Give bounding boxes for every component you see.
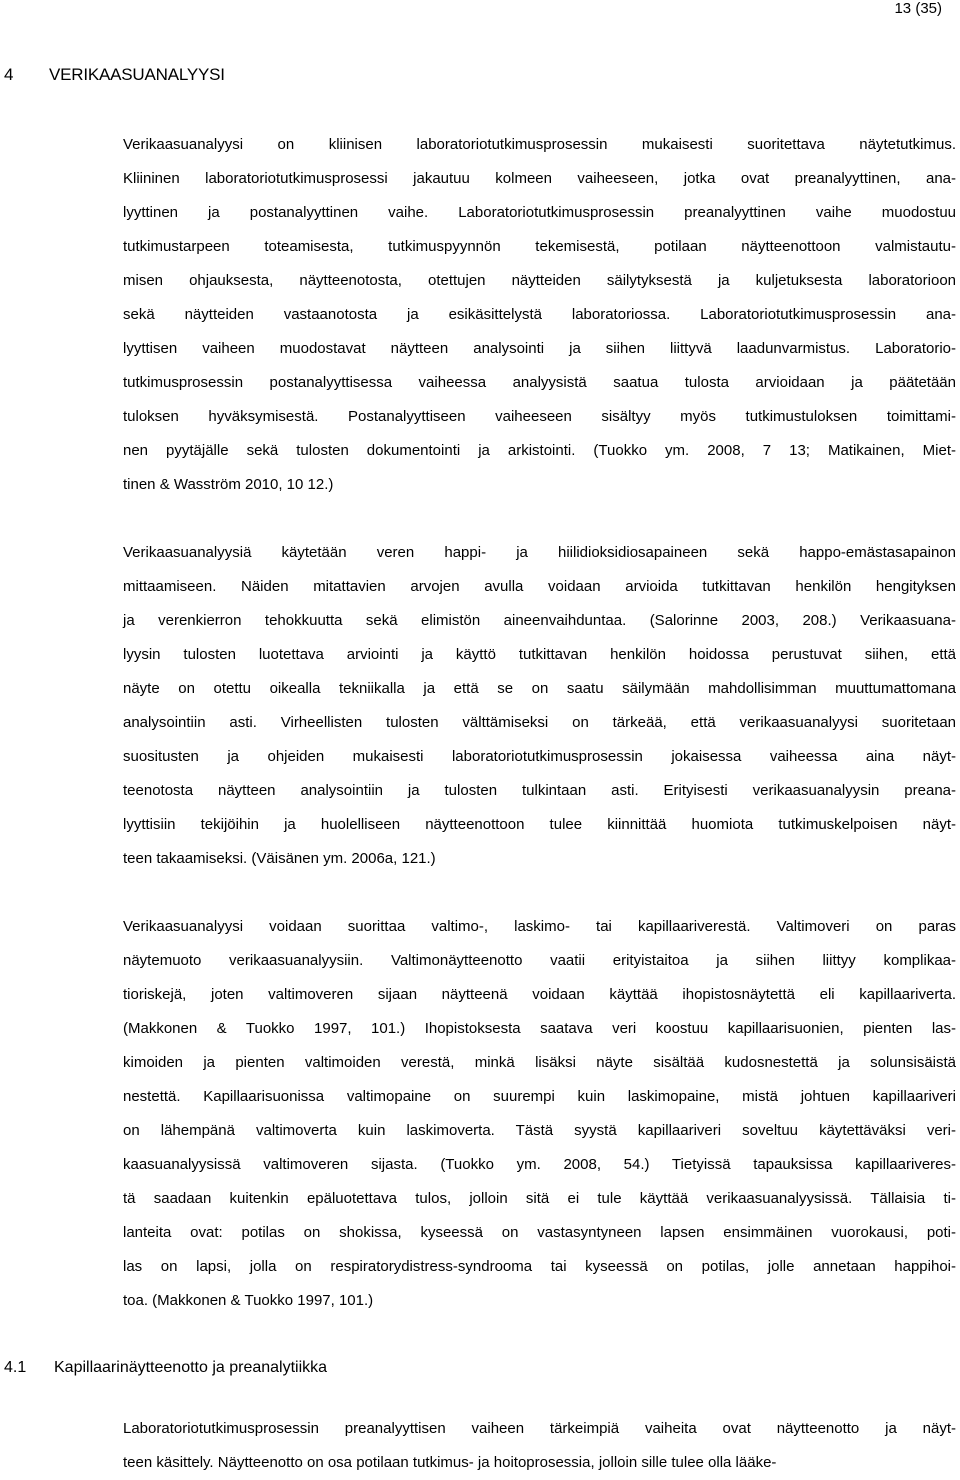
text-line: teen käsittely. Näytteenotto on osa potilaan tutkimus- ja hoitoprosessia, jolloin sille tulee olla lääke- — [123, 1454, 777, 1471]
text-line: on lähempänä valtimoverta kuin laskimoverta. Tästä syystä kapillaariveri soveltuu käytettäväksi veri- — [123, 1122, 956, 1139]
text-line: Verikaasuanalyysi on kliinisen laboratoriotutkimusprosessin mukaisesti suoritettava näytetutkimus. — [123, 136, 956, 153]
text-line: Kliininen laboratoriotutkimusprosessi jakautuu kolmeen vaiheeseen, jotka ovat preanalyyttinen, ana- — [123, 170, 956, 187]
paragraph-2 — [123, 536, 956, 876]
text-line: lyyttisiin tekijöihin ja huolelliseen näytteenottoon tulee kiinnittää huomiota tutkimuskelpoisen näyt- — [123, 816, 956, 833]
text-line: Laboratoriotutkimusprosessin preanalyyttisen vaiheen tärkeimpiä vaiheita ovat näytteenotto ja näyt- — [123, 1420, 956, 1437]
section-number: 4 — [4, 65, 14, 84]
text-line: tioriskejä, joten valtimoveren sijaan näytteenä voidaan käyttää ihopistosnäytettä eli kapillaariverta. — [123, 986, 956, 1003]
page-number: 13 (35) — [894, 0, 942, 17]
section-title: VERIKAASUANALYYSI — [49, 65, 225, 84]
section-heading — [4, 64, 225, 86]
text-line: nen pyytäjälle sekä tulosten dokumentointi ja arkistointi. (Tuokko ym. 2008, 7 13; Matikainen, Miet- — [123, 442, 956, 459]
text-line: näytemuoto verikaasuanalyysiin. Valtimonäytteenotto vaatii erityistaitoa ja siihen liittyy komplikaa- — [123, 952, 956, 969]
subsection-number: 4.1 — [4, 1359, 27, 1376]
text-line: lyysin tulosten luotettava arviointi ja käyttö tutkittavan henkilön hoidossa perustuvat siihen, että — [123, 646, 956, 663]
paragraph-4 — [123, 1412, 956, 1480]
text-line: toa. (Makkonen & Tuokko 1997, 101.) — [123, 1292, 374, 1309]
text-line: tuloksen hyväksymisestä. Postanalyyttiseen vaiheeseen sisältyy myös tutkimustuloksen toimittami- — [123, 408, 956, 425]
text-line: las on lapsi, jolla on respiratorydistress-syndrooma tai kyseessä on potilas, jolle annetaan happihoi- — [123, 1258, 956, 1275]
text-line: misen ohjauksesta, näytteenotosta, otettujen näytteiden säilytyksestä ja kuljetuksesta laboratorioon — [123, 272, 956, 289]
text-line: (Makkonen & Tuokko 1997, 101.) Ihopistoksesta saatava veri koostuu kapillaarisuonien, pienten las- — [123, 1020, 956, 1037]
text-line: sekä näytteiden vastaanotosta ja esikäsittelystä laboratoriossa. Laboratoriotutkimusprosessin ana- — [123, 306, 956, 323]
text-line: mittaamiseen. Näiden mitattavien arvojen avulla voidaan arvioida tutkittavan henkilön hengityksen — [123, 578, 956, 595]
text-line: teenotosta näytteen analysointiin ja tulosten tulkintaan asti. Erityisesti verikaasuanalyysin preana- — [123, 782, 956, 799]
text-line: ja verenkierron tehokkuutta sekä elimistön aineenvaihduntaa. (Salorinne 2003, 208.) Verikaasuana- — [123, 612, 956, 629]
text-line: Verikaasuanalyysi voidaan suorittaa valtimo-, laskimo- tai kapillaariverestä. Valtimoveri on paras — [123, 918, 956, 935]
text-line: analysointiin asti. Virheellisten tulosten välttämiseksi on tärkeää, että verikaasuanalyysi suoritetaan — [123, 714, 956, 731]
text-line: lyyttisen vaiheen muodostavat näytteen analysointi ja siihen liittyvä laadunvarmistus. Laboratorio- — [123, 340, 956, 357]
subsection-heading — [4, 1358, 327, 1378]
text-line: nestettä. Kapillaarisuonissa valtimopaine on suurempi kuin laskimopaine, mistä johtuen kapillaariveri — [123, 1088, 956, 1105]
paragraph-3 — [123, 910, 956, 1318]
text-line: tä saadaan kuitenkin epäluotettava tulos, jolloin sitä ei tule käyttää verikaasuanalyysissä. Tällaisia ti- — [123, 1190, 956, 1207]
text-line: Verikaasuanalyysiä käytetään veren happi- ja hiilidioksidiosapaineen sekä happo-emästasapainon — [123, 544, 956, 561]
text-line: tutkimustarpeen toteamisesta, tutkimuspyynnön tekemisestä, potilaan näytteenottoon valmistautu- — [123, 238, 956, 255]
text-line: tutkimusprosessin postanalyyttisessa vaiheessa analyysistä saatua tulosta arvioidaan ja päätetään — [123, 374, 956, 391]
text-line: kimoiden ja pienten valtimoiden verestä, minkä lisäksi näyte sisältää kudosnestettä ja solunsisäistä — [123, 1054, 956, 1071]
subsection-title: Kapillaarinäytteenotto ja preanalytiikka — [54, 1359, 328, 1376]
text-line: näyte on otettu oikealla tekniikalla ja että se on saatu säilymään mahdollisimman muuttumattomana — [123, 680, 956, 697]
text-line: lanteita ovat: potilas on shokissa, kyseessä on vastasyntyneen lapsen ensimmäinen vuorokausi, poti- — [123, 1224, 956, 1241]
paragraph-1 — [123, 128, 956, 502]
text-line: lyyttinen ja postanalyyttinen vaihe. Laboratoriotutkimusprosessin preanalyyttinen vaihe muodostuu — [123, 204, 956, 221]
text-line: tinen & Wasström 2010, 10 12.) — [123, 476, 334, 493]
text-line: teen takaamiseksi. (Väisänen ym. 2006a, 121.) — [123, 850, 436, 867]
text-line: suositusten ja ohjeiden mukaisesti laboratoriotutkimusprosessin jokaisessa vaiheessa aina näyt- — [123, 748, 956, 765]
text-line: kaasuanalyysissä valtimoveren sijasta. (Tuokko ym. 2008, 54.) Tietyissä tapauksissa kapillaariveres- — [123, 1156, 956, 1173]
